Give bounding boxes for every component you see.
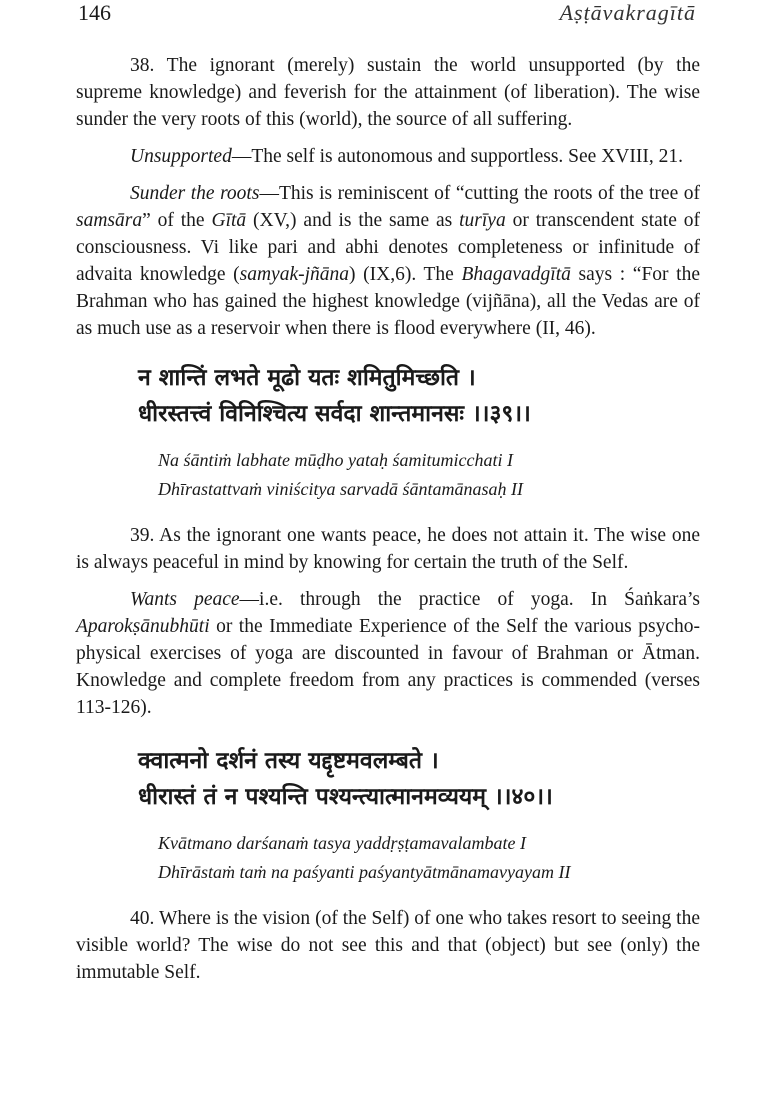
- note-term: Sunder the roots: [130, 183, 260, 204]
- verse-line: न शान्तिं लभते मूढो यतः शमितुमिच्छति ।: [138, 365, 476, 391]
- note-term: Wants peace: [130, 589, 240, 610]
- translit-line: Kvātmano darśanaṁ tasya yaddṛṣṭamavalambate I: [158, 833, 526, 853]
- translit-line: Dhīrāstaṁ taṁ na paśyanti paśyantyātmānamavyayam II: [158, 862, 571, 882]
- verse-line: धीरास्तं तं न पश्यन्ति पश्यन्त्यात्मानमव्ययम् ।।४०।।: [138, 784, 553, 810]
- transliteration-40: [158, 829, 700, 887]
- page-body: [76, 52, 700, 986]
- verse-line: क्वात्मनो दर्शनं तस्य यद्दृष्टमवलम्बते ।: [138, 748, 439, 774]
- verse-line: धीरस्तत्त्वं विनिश्चित्य सर्वदा शान्तमानसः ।।३९।।: [138, 401, 531, 427]
- running-title: Aṣṭāvakragītā: [559, 0, 696, 25]
- transliteration-39: [158, 446, 700, 504]
- verse-38-translation: 38. The ignorant (merely) sustain the world unsupported (by the supreme knowledge) and feverish for the attainment (of liberation). The wise sunder the very roots of this (world), the source of all suffering.: [76, 55, 700, 130]
- page-number: 146: [78, 0, 111, 25]
- sanskrit-verse-39: [138, 360, 700, 432]
- translit-line: Na śāntiṁ labhate mūḍho yataḥ śamitumicchati I: [158, 450, 513, 470]
- verse-40-translation: 40. Where is the vision (of the Self) of one who takes resort to seeing the visible world? The wise do not see this and that (object) but see (only) the immutable Self.: [76, 908, 700, 983]
- note-unsupported: Unsupported—The self is autonomous and supportless. See XVIII, 21.: [130, 146, 683, 167]
- note-sunder-the-roots: Sunder the roots—This is reminiscent of “cutting the roots of the tree of samsāra” of the Gītā (XV,) and is the same as turīya or transcendent state of consciousness. Vi like pari and abhi denotes completeness or infinitude of advaita knowledge (samyak-jñāna) (IX,6). The Bhagavadgītā says : “For the Brahman who has gained the highest knowledge (vijñāna), all the Vedas are of as much use as a reservoir when there is flood everywhere (II, 46).: [76, 183, 700, 339]
- verse-39-translation: 39. As the ignorant one wants peace, he does not attain it. The wise one is always peaceful in mind by knowing for certain the truth of the Self.: [76, 525, 700, 573]
- note-wants-peace: Wants peace—i.e. through the practice of yoga. In Śaṅkara’s Aparokṣānubhūti or the Immediate Experience of the Self the various psycho-physical exercises of yoga are discounted in favour of Brahman or Ātman. Knowledge and complete freedom from any practices is commended (verses 113-126).: [76, 589, 700, 718]
- sanskrit-verse-40: [138, 743, 700, 815]
- translit-line: Dhīrastattvaṁ viniścitya sarvadā śāntamānasaḥ II: [158, 479, 523, 499]
- page-header: [78, 0, 696, 30]
- note-term: Unsupported: [130, 146, 232, 167]
